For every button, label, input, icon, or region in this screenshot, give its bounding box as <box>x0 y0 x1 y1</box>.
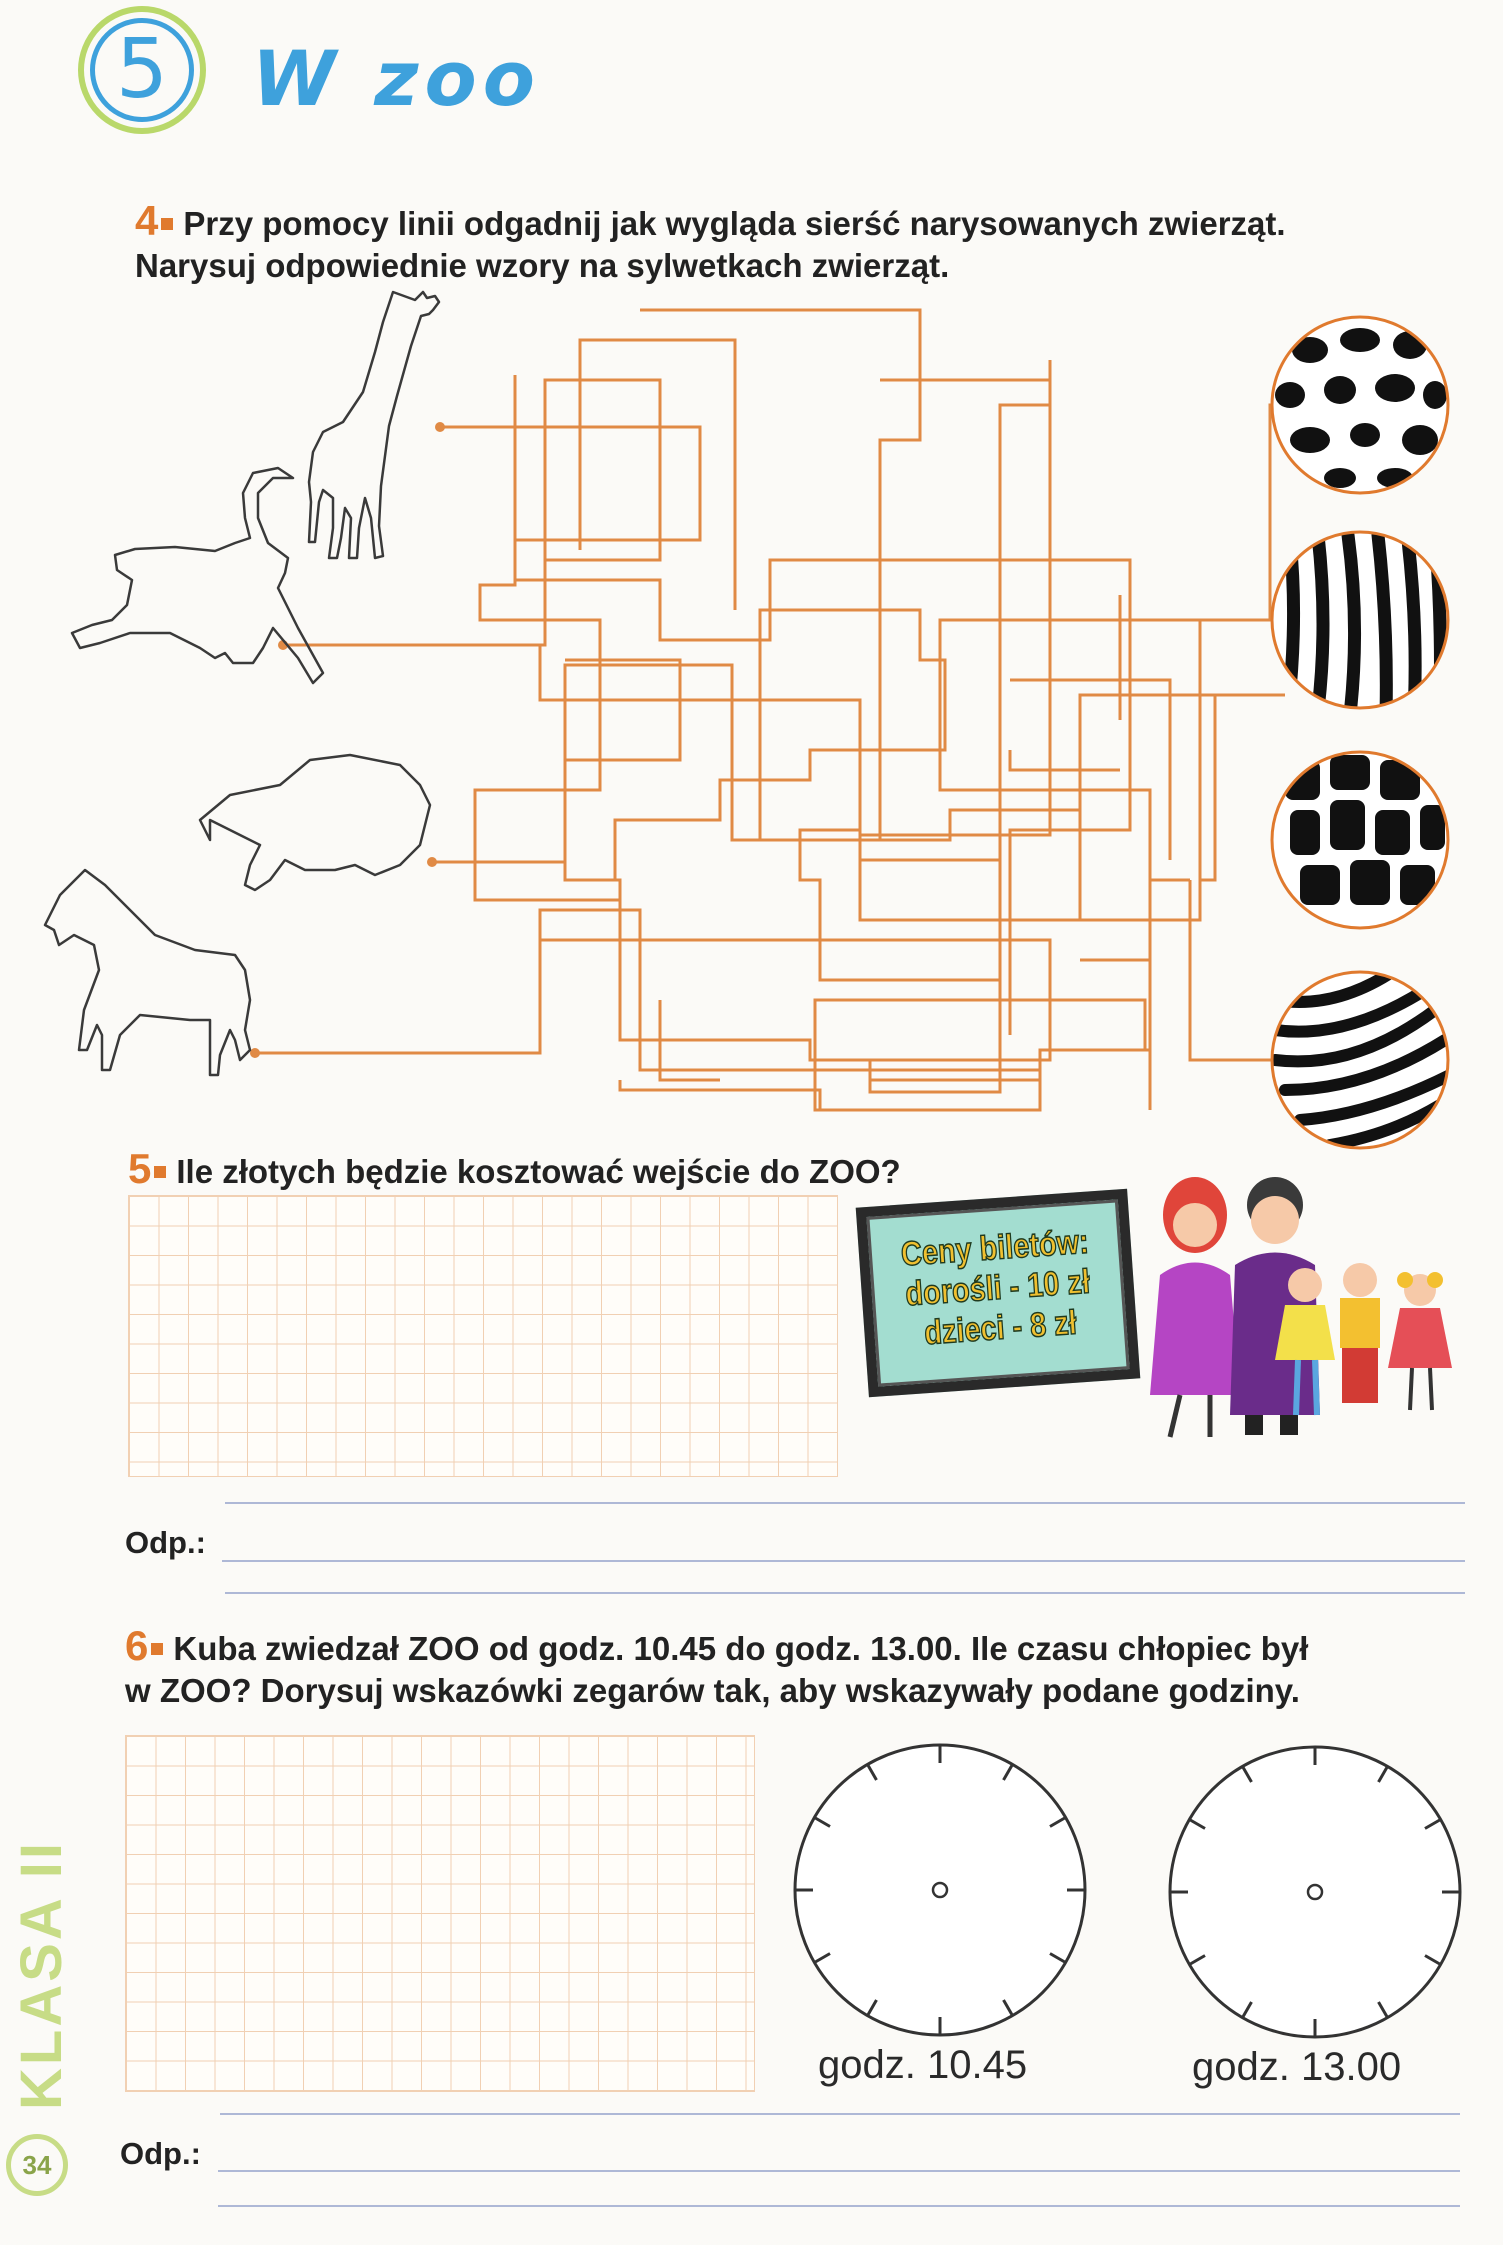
giraffe-patches-pattern <box>1272 752 1448 928</box>
clock-2[interactable] <box>1165 1742 1465 2042</box>
task6-calc-grid[interactable] <box>125 1735 755 2092</box>
leopard-spots-pattern <box>1272 317 1448 493</box>
maze-lines <box>255 310 1285 1110</box>
zebra-stripes-pattern <box>1272 532 1448 715</box>
task6-answer-line[interactable] <box>218 2170 1460 2172</box>
ticket-price-sign <box>856 1189 1141 1398</box>
task5-answer-label: Odp.: <box>125 1525 206 1560</box>
tiger-stripes-pattern <box>1272 970 1450 1148</box>
task5-answer-line[interactable] <box>225 1592 1465 1594</box>
horse-outline <box>45 870 250 1075</box>
clock-2-caption: godz. 13.00 <box>1192 2045 1402 2089</box>
task6-answer-line[interactable] <box>218 2205 1460 2207</box>
animal-maze <box>0 280 1503 1160</box>
chapter-title: W zoo <box>252 34 541 123</box>
task6-text-line2: w ZOO? Dorysuj wskazówki zegarów tak, aby wskazywały podane godziny. <box>125 1672 1300 1709</box>
panther-outline <box>72 468 323 683</box>
ticket-title: Ceny biletów: <box>899 1222 1090 1274</box>
task5-number: 5 <box>128 1145 166 1192</box>
chapter-number: 5 <box>90 18 194 122</box>
maze-dots <box>250 422 445 1058</box>
task6-answer-label: Odp.: <box>120 2136 201 2171</box>
clock-1[interactable] <box>790 1740 1090 2040</box>
task6-text-line1: Kuba zwiedzał ZOO od godz. 10.45 do godz. 13.00. Ile czasu chłopiec był <box>173 1630 1309 1667</box>
task6-heading <box>125 1622 1465 1712</box>
giraffe-outline <box>309 292 439 558</box>
clock-1-caption: godz. 10.45 <box>818 2043 1028 2087</box>
task5-calc-grid[interactable] <box>128 1195 838 1477</box>
task6-number: 6 <box>125 1622 163 1669</box>
family-illustration <box>1150 1165 1460 1450</box>
chapter-badge <box>78 6 206 134</box>
ticket-adults-price: dorośli - 10 zł <box>904 1262 1092 1314</box>
task5-answer-line[interactable] <box>222 1560 1465 1562</box>
task6-answer-line[interactable] <box>220 2113 1460 2115</box>
ticket-children-price: dzieci - 8 zł <box>923 1303 1078 1353</box>
task4-text-line2: Narysuj odpowiednie wzory na sylwetkach zwierząt. <box>135 247 950 284</box>
class-label: KLASA II <box>9 1840 74 2110</box>
task5-answer-line[interactable] <box>225 1502 1465 1504</box>
page-number: 34 <box>6 2134 68 2196</box>
task5-heading <box>128 1145 1028 1193</box>
task4-heading <box>135 197 1455 287</box>
task5-text: Ile złotych będzie kosztować wejście do ZOO? <box>176 1153 901 1190</box>
bear-outline <box>200 755 430 890</box>
task4-number: 4 <box>135 197 173 244</box>
task4-text-line1: Przy pomocy linii odgadnij jak wygląda sierść narysowanych zwierząt. <box>183 205 1286 242</box>
